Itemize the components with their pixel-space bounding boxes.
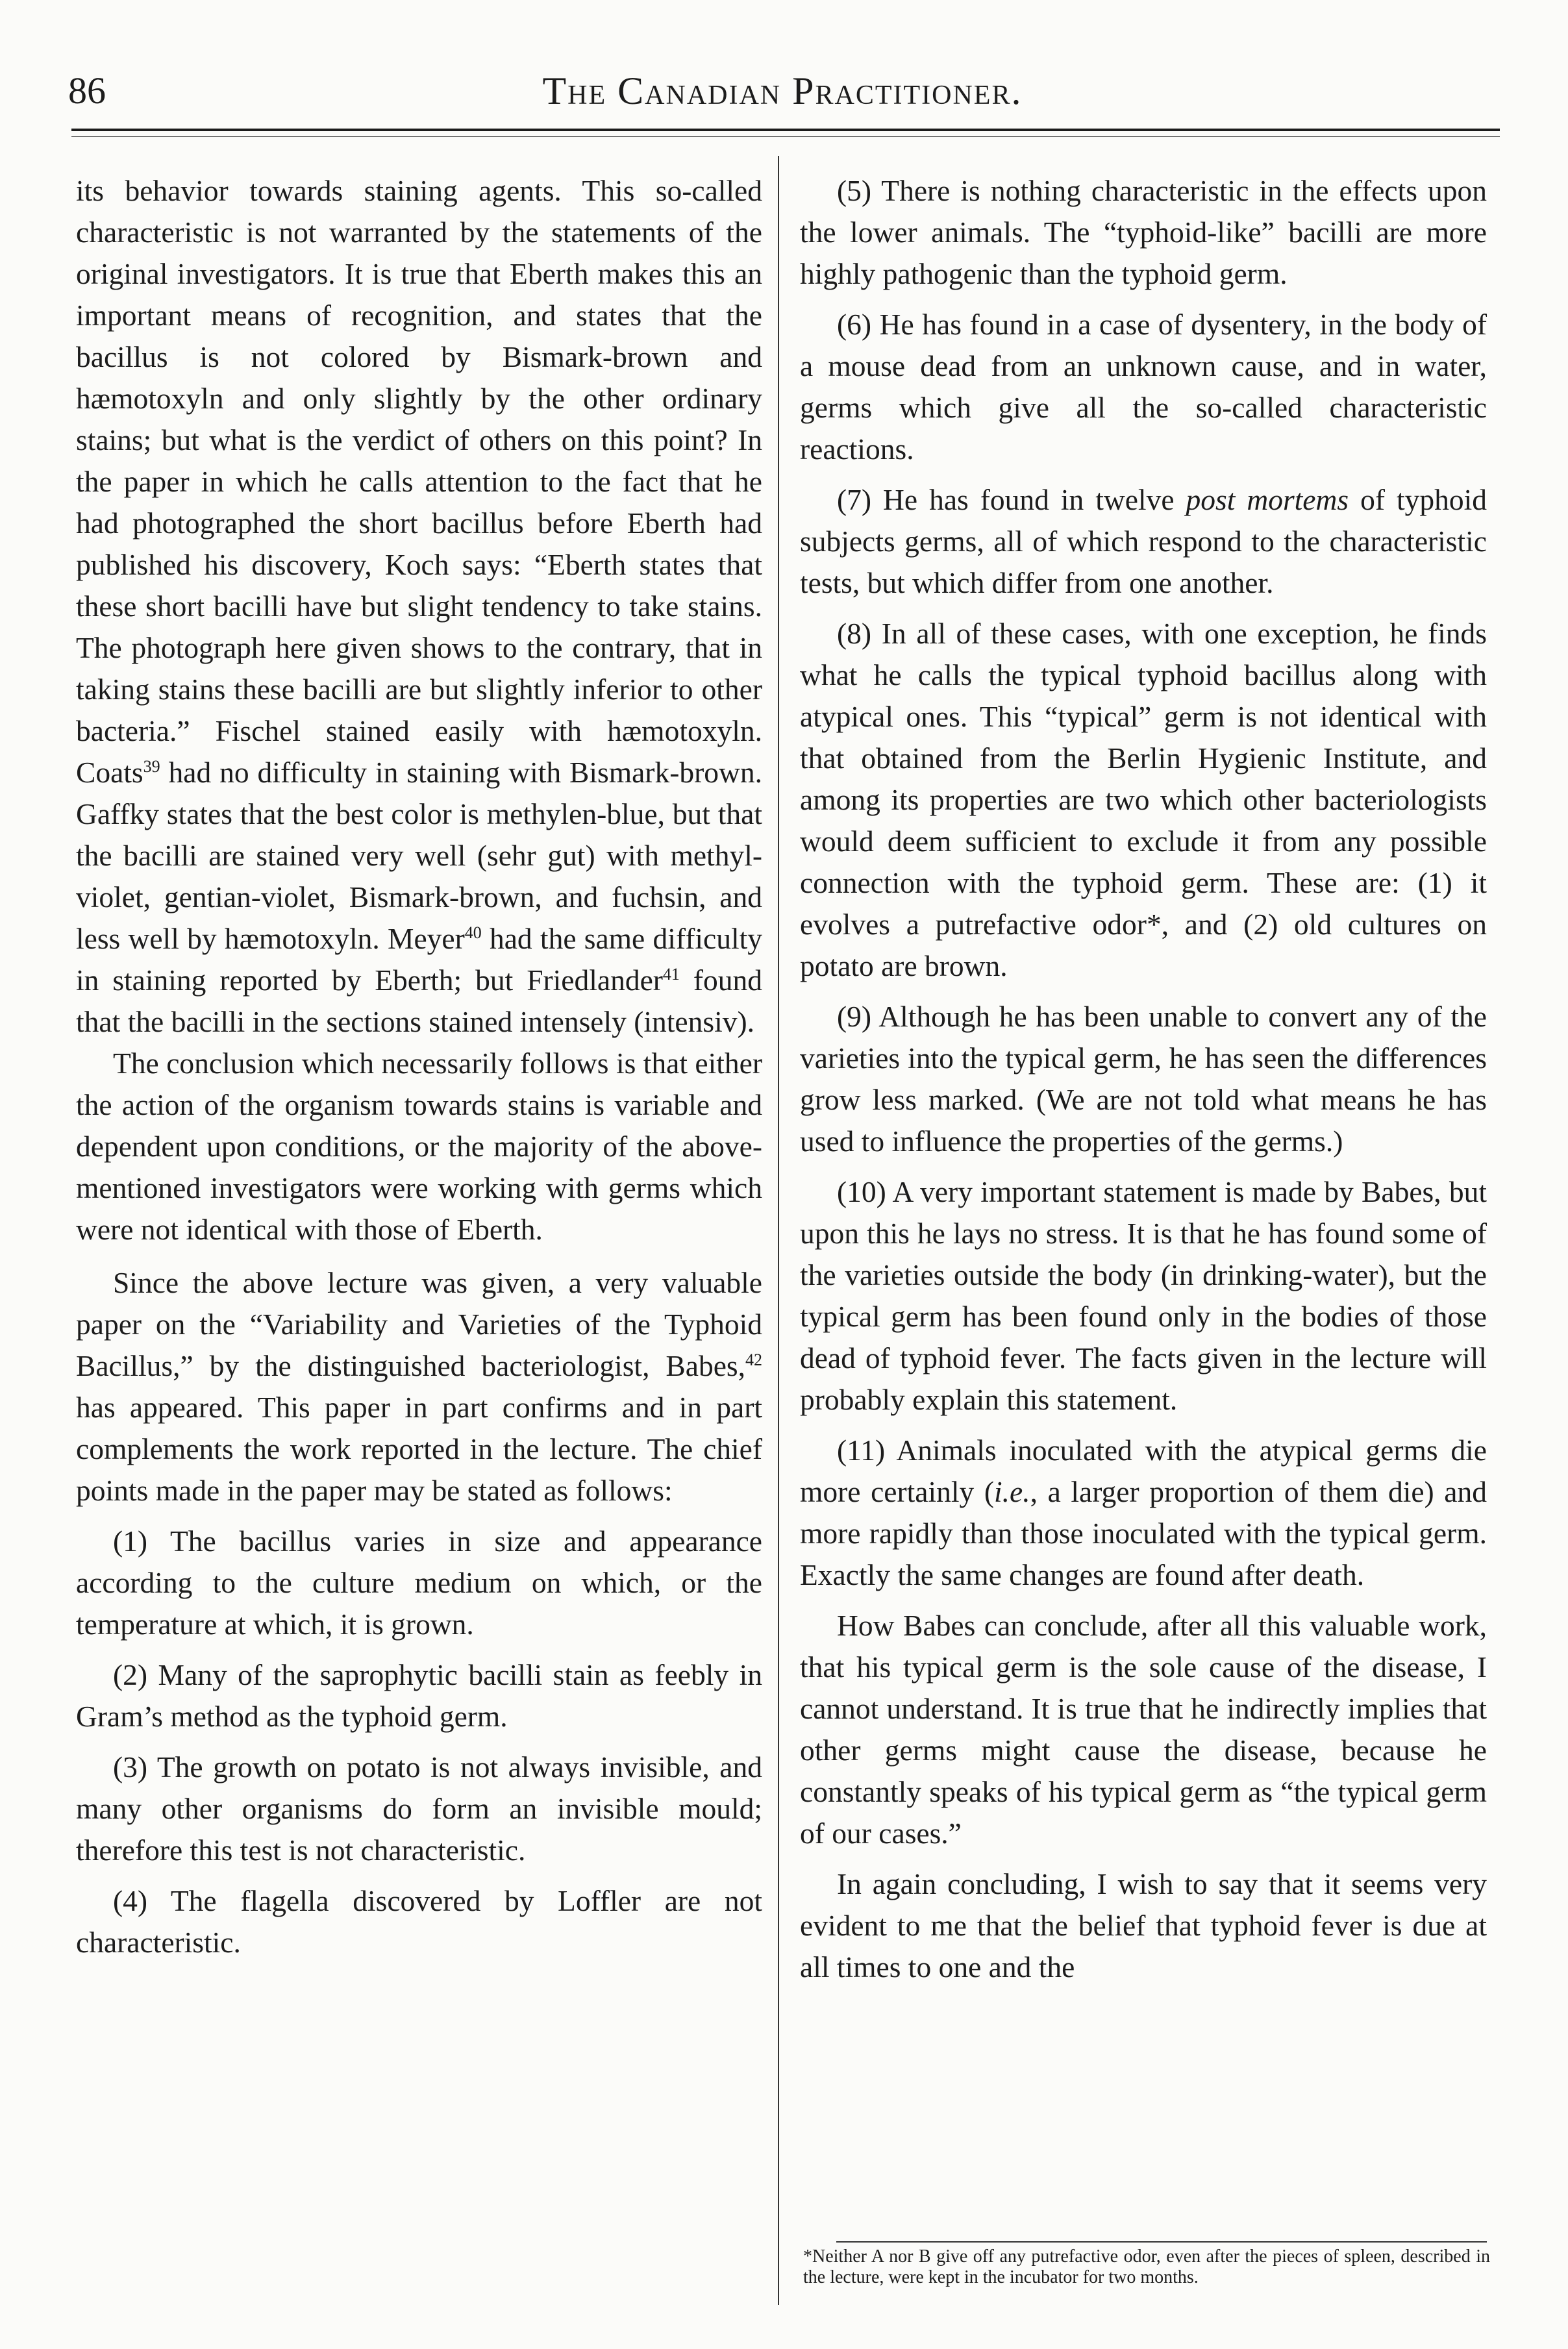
point-6: (6) He has found in a case of dysentery, in the body of a mouse dead from an unknown cause, and in water, germs which give all the so-called characteristic reactions. — [800, 308, 1487, 466]
footnote-ref: 40 — [464, 923, 482, 942]
paragraph-final: In again concluding, I wish to say that it seems very evident to me that the belief that typhoid fever is due at all times to one and the — [800, 1867, 1487, 1983]
footnote-ref: 42 — [745, 1350, 762, 1369]
footnote-ref: 41 — [662, 964, 680, 984]
point-5: (5) There is nothing characteristic in the effects upon the lower animals. The “typhoid-like” bacilli are more highly pathogenic than the typhoid germ. — [800, 174, 1487, 290]
running-title: The Canadian Practitioner. — [542, 69, 1023, 112]
point-11: (11) Animals inoculated with the atypical germs die more certainly (i.e., a larger proportion of them die) and more rapidly than those inoculated with the typical germ. Exactly the same changes are found after death. — [800, 1434, 1487, 1591]
right-column — [800, 170, 1487, 1988]
footnote: *Neither A nor B give off any putrefactive odor, even after the pieces of spleen, described in the lecture, were kept in the incubator for two months. — [803, 2246, 1490, 2287]
point-2: (2) Many of the saprophytic bacilli stain as feebly in Gram’s method as the typhoid germ. — [76, 1658, 762, 1733]
paragraph-babes-paper: Since the above lecture was given, a very valuable paper on the “Variability and Varieties of the Typhoid Bacillus,” by the distinguished bacteriologist, Babes,$^{42}$ has appeared. This paper in part confirms and in part complements the work reported in the lecture. The chief points made in the paper may be stated as follows: — [76, 1266, 762, 1507]
point-8: (8) In all of these cases, with one exception, he finds what he calls the typical typhoid bacillus along with atypical ones. This “typical” germ is not identical with that obtained from the Berlin Hygienic Institute, and among its properties are two which other bacteriologists would deem sufficient to exclude it from any possible connection with the typhoid germ. These are: (1) it evolves a putrefactive odor*, and (2) old cultures on potato are brown. — [800, 617, 1487, 982]
point-4: (4) The flagella discovered by Loffler are not characteristic. — [76, 1884, 762, 1959]
paragraph-babes-conclusion: How Babes can conclude, after all this valuable work, that his typical germ is the sole cause of the disease, I cannot understand. It is true that he indirectly implies that other germs might cause the disease, because he constantly speaks of his typical germ as “the typical germ of our cases.” — [800, 1609, 1487, 1850]
point-3: (3) The growth on potato is not always invisible, and many other organisms do form an invisible mould; therefore this test is not characteristic. — [76, 1750, 762, 1867]
footnote-rule — [836, 2241, 1487, 2243]
point-1: (1) The bacillus varies in size and appearance according to the culture medium on which, or the temperature at which, it is grown. — [76, 1524, 762, 1641]
paragraph-conclusion: The conclusion which necessarily follows is that either the action of the organism towards stains is variable and dependent upon conditions, or the majority of the above-mentioned investigators were working with germs which were not identical with those of Eberth. — [76, 1047, 762, 1246]
paragraph-staining: its behavior towards staining agents. This so-called characteristic is not warranted by the statements of the original investigators. It is true that Eberth makes this an important means of recognition, and states that the bacillus is not colored by Bismark-brown and hæmotoxyln and only slightly by the other ordinary stains; but what is the verdict of others on this point? In the paper in which he calls attention to the fact that he had photographed the short bacillus before Eberth had published his discovery, Koch says: “Eberth states that these short bacilli have but slight tendency to take stains. The photograph here given shows to the contrary, that in taking stains these bacilli are but slightly inferior to other bacteria.” Fischel stained easily with hæmotoxyln. Coats$^{39}$ had no difficulty in staining with Bismark-brown. Gaffky states that the best color is methylen-blue, but that the bacilli are stained very well (sehr gut) with methyl-violet, gentian-violet, Bismark-brown, and fuchsin, and less well by hæmotoxyln. Meyer$^{40}$ had the same difficulty in staining reported by Eberth; but Friedlander$^{41}$ found that the bacilli in the sections stained intensely (intensiv). — [76, 174, 763, 1038]
left-column — [76, 170, 762, 1963]
point-7: (7) He has found in twelve post mortems of typhoid subjects germs, all of which respond to the characteristic tests, but which differ from one another. — [800, 483, 1487, 599]
column-divider — [778, 156, 779, 2305]
point-9: (9) Although he has been unable to convert any of the varieties into the typical germ, he has seen the differences grow less marked. (We are not told what means he has used to influence the properties of the germs.) — [800, 1000, 1487, 1158]
page-header — [68, 65, 1497, 123]
point-10: (10) A very important statement is made by Babes, but upon this he lays no stress. It is that he has found some of the varieties outside the body (in drinking-water), but the typical germ has been found only in the bodies of those dead of typhoid fever. The facts given in the lecture will probably explain this statement. — [800, 1175, 1487, 1416]
header-rule-thick — [71, 129, 1500, 131]
footnote-ref: 39 — [143, 756, 160, 776]
page-number: 86 — [68, 69, 106, 112]
header-rule-thin — [71, 136, 1500, 137]
